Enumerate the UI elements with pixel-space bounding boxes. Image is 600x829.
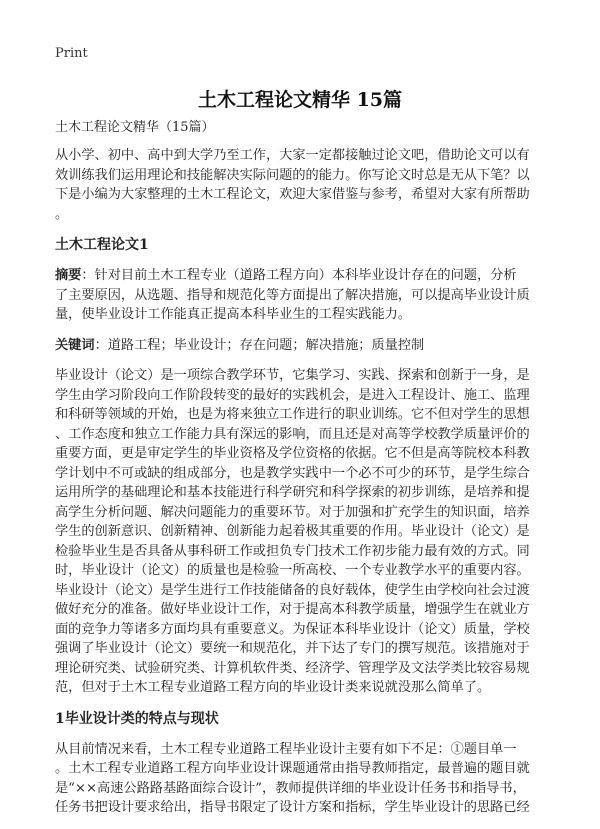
section-heading: 土木工程论文1: [55, 237, 149, 253]
text-line: 理论研究类、试验研究类、计算机软件类、经济学、管理学及文法学类比较容易规: [55, 660, 530, 676]
text-line: 毕业设计（论文）是学生进行工作技能储备的良好载体，使学生由学校向社会过渡: [55, 582, 530, 598]
abstract-paragraph: [55, 266, 565, 325]
document-body: [55, 119, 565, 829]
text-line: 量，使毕业设计工作能真正提高本科毕业生的工程实践能力。: [55, 307, 412, 322]
text-line: 检验毕业生是否具备从事科研工作或担负专门技术工作初步能力最有效的方式。同: [55, 543, 530, 559]
section-heading: 1毕业设计类的特点与现状: [55, 710, 219, 727]
section2-paragraph: [55, 740, 565, 818]
text-line: 下是小编为大家整理的土木工程论文，欢迎大家借鉴与参考，希望对大家有所帮助: [55, 187, 530, 202]
text-line: 从目前情况来看，土木工程专业道路工程毕业设计主要有如下不足：①题目单一: [55, 741, 517, 757]
keywords-label: 关键词: [55, 337, 95, 353]
text-line: 时，毕业设计（论文）的质量也是检验一所高校、一个专业教学水平的重要内容。: [55, 563, 530, 578]
keywords-text: ：道路工程；毕业设计；存在问题；解决措施；质量控制: [94, 337, 425, 353]
text-line: 高学生分析问题、解决问题能力的重要环节。对于加强和扩充学生的知识面，培养: [55, 504, 530, 520]
text-line: 是“××高速公路路基路面综合设计”，教师提供详细的毕业设计任务书和指导书，: [55, 780, 526, 796]
text-line: 。土木工程专业道路工程方向毕业设计课题通常由指导教师指定，最普遍的题目就: [55, 761, 530, 776]
text-line: 、工作态度和独立工作能力具有深远的影响，而且还是对高等学校教学质量评价的: [55, 426, 530, 442]
print-link[interactable]: Print: [55, 46, 88, 61]
text-line: [55, 336, 565, 356]
text-line: 做好充分的准备。做好毕业设计工作，对于提高本科教学质量，增强学生在就业方: [55, 602, 530, 617]
intro-paragraph: [55, 146, 565, 224]
text-line: [55, 266, 565, 286]
text-line: 范，但对于土木工程专业道路工程方向的毕业设计类来说就没那么简单了。: [55, 680, 491, 695]
text-line: 任务书把设计要求给出，指导书限定了设计方案和指标，学生毕业设计的思路已经: [55, 800, 530, 815]
text-line: 学计划中不可或缺的组成部分，也是教学实践中一个必不可少的环节，是学生综合: [55, 465, 530, 481]
text-line: 学生的创新意识、创新精神、创新能力起着极其重要的作用。毕业设计（论文）是: [55, 524, 530, 539]
text-line: 强调了毕业设计（论文）要统一和规范化，并下达了专门的撰写规范。该措施对于: [55, 641, 530, 656]
text-line: 从小学、初中、高中到大学乃至工作，大家一定都接触过论文吧，借助论文可以有: [55, 148, 530, 163]
text-line: 效训练我们运用理论和技能解决实际问题的的能力。你写论文时总是无从下笔？以: [55, 167, 530, 183]
body-paragraph: [55, 366, 565, 698]
text-line: 运用所学的基础理论和基本技能进行科学研究和科学探索的初步训练，是培养和提: [55, 485, 530, 500]
text-line: 重要方面，更是审定学生的毕业资格及学位资格的依据。它不但是高等院校本科教: [55, 446, 530, 461]
text-line: 面的竞争力等诸多方面均具有重要意义。为保证本科毕业设计（论文）质量，学校: [55, 621, 530, 637]
page-title: 土木工程论文精华 15篇: [197, 89, 403, 111]
abstract-label: 摘要: [55, 268, 82, 283]
text-line: 。: [55, 206, 69, 222]
text-line: 毕业设计（论文）是一项综合教学环节，它集学习、实践、探索和创新于一身，是: [55, 368, 530, 383]
text-line: 了主要原因，从选题、指导和规范化等方面提出了解决措施，可以提高毕业设计质: [55, 287, 530, 303]
subtitle: 土木工程论文精华（15篇）: [55, 120, 215, 135]
abstract-text: ：针对目前土木工程专业（道路工程方向）本科毕业设计存在的问题，分析: [81, 268, 517, 283]
keywords-paragraph: [55, 336, 565, 356]
text-line: 学生由学习阶段向工作阶段转变的最好的实践机会，是进入工程设计、施工、监理: [55, 387, 530, 403]
text-line: 和科研等领域的开始，也是为将来独立工作进行的职业训练。它不但对学生的思想: [55, 407, 530, 422]
